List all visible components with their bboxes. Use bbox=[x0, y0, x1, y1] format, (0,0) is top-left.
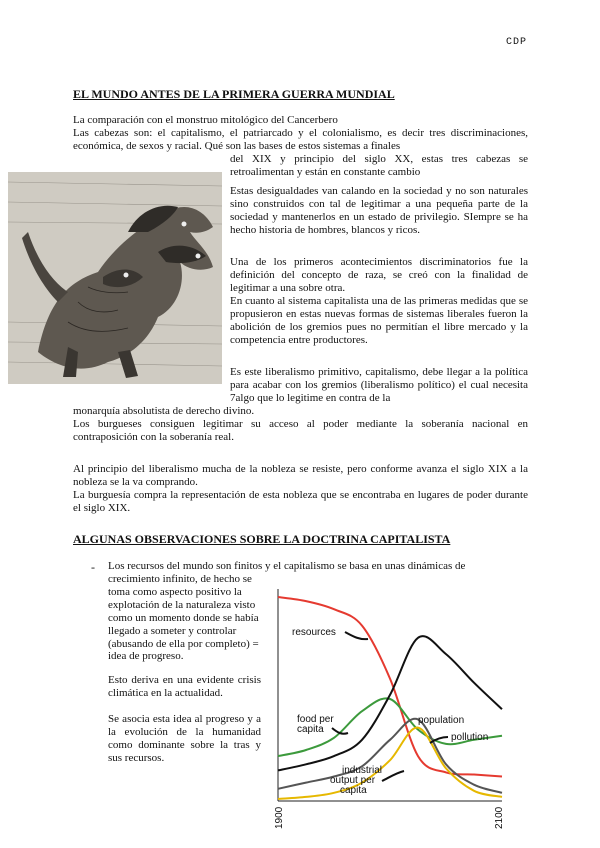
bullet-paragraph-dominance: Se asocia esta idea al progreso y a la evolución de la humanidad como dominante sobre la tras y sus recursos. bbox=[108, 713, 261, 764]
bullet-paragraph-climate: Esto deriva en una evidente crisis climática en la actualidad. bbox=[108, 674, 261, 699]
paragraph-race: Una de los primeros acontecimientos discriminatorios fue la definición del concepto de raza, se creó con la finalidad de legitimar a una sobre otra. bbox=[230, 256, 528, 294]
cerberus-illustration bbox=[8, 172, 222, 384]
paragraph-liberalism-cont: monarquía absolutista de derecho divino. bbox=[73, 405, 255, 417]
series-line-population bbox=[278, 636, 502, 770]
paragraph-liberalism: Es este liberalismo primitivo, capitalismo, debe llegar a la política para acabar con los gremios (liberalismo político) el cual necesita 7algo que lo legitime en contra de la bbox=[230, 366, 528, 404]
document-header-code: CDP bbox=[505, 37, 527, 48]
label-population: population bbox=[418, 715, 465, 726]
paragraph-representation: La burguesía compra la representación de esta nobleza que se encontraba en lugares de poder durante el siglo XIX. bbox=[73, 489, 528, 514]
bullet-marker: - bbox=[91, 560, 95, 574]
intro-paragraph: La comparación con el monstruo mitológico del Cancerbero bbox=[73, 114, 338, 126]
label-industrial-3: capita bbox=[340, 785, 367, 796]
bullet-paragraph-progress-text: crecimiento infinito, de hecho se toma como aspecto positivo la explotación de la naturaleza visto como un momento donde se había llegado a someter y controlar (abusando de ella por completo) = idea de progreso. bbox=[108, 573, 259, 663]
label-food-2: capita bbox=[297, 724, 324, 735]
x-tick-2100: 2100 bbox=[494, 806, 505, 829]
arrow-industrial bbox=[382, 771, 404, 781]
paragraph-heads: Las cabezas son: el capitalismo, el patriarcado y el colonialismo, es decir tres discriminaciones, económica, de sexos y racial. Qué son las bases de estos sistemas a finales bbox=[73, 127, 528, 152]
paragraph-heads-cont: del XIX y principio del siglo XX, estas tres cabezas se retroalimentan y están en constante cambio bbox=[230, 153, 528, 178]
cerberus-engraving-image bbox=[8, 172, 222, 384]
series-line-resources bbox=[278, 597, 502, 777]
bullet-paragraph-progress bbox=[108, 573, 261, 663]
paragraph-bourgeois: Los burgueses consiguen legitimar su acceso al poder mediante la soberanía nacional en contraposición con la soberanía real. bbox=[73, 418, 528, 443]
arrow-resources bbox=[345, 632, 368, 639]
section-title-1: EL MUNDO ANTES DE LA PRIMERA GUERRA MUNDIAL bbox=[73, 87, 395, 101]
label-resources: resources bbox=[292, 627, 336, 638]
chart-svg bbox=[264, 583, 510, 833]
label-pollution: pollution bbox=[451, 732, 489, 743]
paragraph-guilds: En cuanto al sistema capitalista una de las primeras medidas que se propusieron en estas nuevas formas de sistemas liberales fueron la abolición de los gremios pues no permitían el libre mercado y la competencia entre productores. bbox=[230, 295, 528, 346]
label-industrial-1: industrial bbox=[342, 765, 383, 776]
paragraph-inequality: Estas desigualdades van calando en la sociedad y no son naturales sino construidos con tal de legitimar a una pequeña parte de la sociedad y mantenerlos en un estado de privilegio. SIempre se ha hecho historia de hombres, blancos y ricos. bbox=[230, 185, 528, 236]
label-layer bbox=[292, 627, 488, 796]
paragraph-nobility: Al principio del liberalismo mucha de la nobleza se resiste, pero conforme avanza el siglo XIX a la nobleza se la va comprando. bbox=[73, 463, 528, 488]
label-industrial-2: output per bbox=[330, 775, 376, 786]
bullet-paragraph-line1: Los recursos del mundo son finitos y el capitalismo se basa en unas dinámicas de bbox=[108, 560, 466, 572]
section-title-2: ALGUNAS OBSERVACIONES SOBRE LA DOCTRINA CAPITALISTA bbox=[73, 532, 451, 546]
arrow-food bbox=[332, 728, 348, 734]
x-tick-1900: 1900 bbox=[274, 806, 285, 829]
label-food-1: food per bbox=[297, 714, 334, 725]
limits-to-growth-chart bbox=[264, 583, 510, 833]
